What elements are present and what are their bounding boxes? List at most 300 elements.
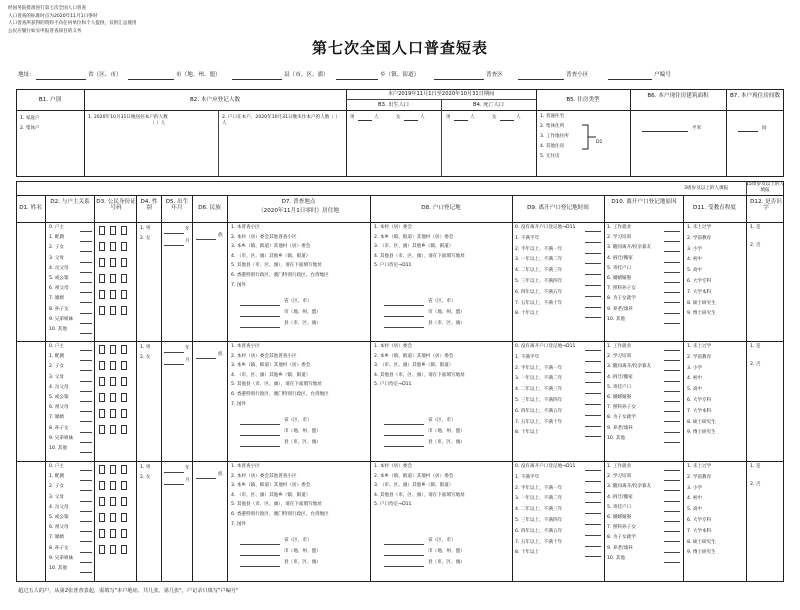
id-digit-box[interactable] [121,306,127,315]
leave-time-checkbox-line[interactable] [585,436,601,437]
relation-option[interactable]: 6. 祖父母 [49,286,69,292]
hukou-option[interactable]: 5. 户口待定→D11 [374,382,412,388]
leave-time-option[interactable]: 1. 不满半年 [515,235,540,241]
leave-time-option[interactable]: 6. 四年以上，不满五年 [515,408,563,414]
id-digit-box[interactable] [110,481,116,490]
leave-time-option[interactable]: 2. 半年以上，不满一年 [515,485,563,491]
leave-reason-option[interactable]: 4. 拆迁/搬家 [607,494,633,500]
id-digit-box[interactable] [110,409,116,418]
gender-option[interactable]: 2. 女 [140,355,151,360]
gender-option[interactable]: 2. 女 [140,236,151,241]
relation-checkbox-line[interactable] [80,562,92,563]
education-option[interactable]: 6. 大学专科 [687,279,712,284]
literacy-option[interactable]: 2. 否 [750,243,761,248]
id-digit-box[interactable] [99,345,105,354]
education-option[interactable]: 2. 学前教育 [687,474,712,480]
leave-reason-checkbox-line[interactable] [664,231,680,232]
id-digit-box[interactable] [110,258,116,267]
leave-reason-option[interactable]: 9. 养老/康养 [607,545,633,551]
education-option[interactable]: 2. 学前教育 [687,354,712,360]
gender-option[interactable]: 1. 男 [140,226,151,231]
id-digit-box[interactable] [110,290,116,299]
census-area-field[interactable] [434,79,484,80]
hukou-address-field[interactable] [384,424,424,425]
leave-time-option[interactable]: 4. 二年以上，不满三年 [515,387,563,393]
hukou-address-field[interactable] [384,435,424,436]
hukou-address-field[interactable] [384,327,424,328]
leave-reason-option[interactable]: 7. 照料孙子女 [607,405,636,411]
relation-option[interactable]: 0. 户主 [49,225,65,230]
ethnic-field[interactable] [196,239,216,240]
leave-reason-option[interactable]: 3. 随同离开/投亲靠友 [607,364,652,370]
education-option[interactable]: 6. 大学专科 [687,398,712,403]
ethnic-field[interactable] [196,478,216,479]
leave-reason-checkbox-line[interactable] [664,442,680,443]
id-digit-box[interactable] [121,409,127,418]
leave-time-checkbox-line[interactable] [585,502,601,503]
hukou-option[interactable]: 1. 本村（居）委会 [374,225,413,230]
id-digit-box[interactable] [121,497,127,506]
relation-checkbox-line[interactable] [80,442,92,443]
relation-option[interactable]: 4. 岳父母 [49,384,69,390]
relation-option[interactable]: 9. 兄弟姐妹 [49,555,74,561]
relation-option[interactable]: 1. 配偶 [49,235,65,241]
id-digit-box[interactable] [121,545,127,554]
hukou-option[interactable]: 3. （市、区、旗）其他乡（镇、街道） [374,244,454,250]
gender-option[interactable]: 1. 男 [140,465,151,470]
leave-time-option[interactable]: 4. 二年以上，不满三年 [515,268,563,274]
id-digit-box[interactable] [121,290,127,299]
id-digit-box[interactable] [99,545,105,554]
leave-time-checkbox-line[interactable] [585,415,601,416]
hukou-address-field[interactable] [384,566,424,567]
residence-address-field[interactable] [240,555,280,556]
education-option[interactable]: 9. 博士研究生 [687,311,716,317]
housing-type-option[interactable]: 4. 其他住房 [540,144,565,149]
id-digit-box[interactable] [110,513,116,522]
id-digit-box[interactable] [110,529,116,538]
leave-time-option[interactable]: 5. 三年以上，不满四年 [515,279,563,284]
leave-time-checkbox-line[interactable] [585,350,601,351]
id-digit-box[interactable] [110,545,116,554]
residence-option[interactable]: 2. 本村（居）委会其他普查小区 [231,353,297,359]
education-option[interactable]: 8. 硕士研究生 [687,539,716,545]
hukou-address-field[interactable] [384,446,424,447]
leave-time-checkbox-line[interactable] [585,253,601,254]
id-digit-box[interactable] [99,290,105,299]
leave-time-option[interactable]: 1. 不满半年 [515,474,540,480]
birth-year-field[interactable] [164,352,184,353]
hukou-address-field[interactable] [384,544,424,545]
gender-option[interactable]: 1. 男 [140,345,151,350]
relation-option[interactable]: 8. 孙子女 [49,425,69,431]
hukou-option[interactable]: 4. 其他县（市、区、旗），请在下面填写地址 [374,253,465,259]
id-digit-box[interactable] [99,497,105,506]
relation-checkbox-line[interactable] [80,241,92,242]
id-digit-box[interactable] [99,242,105,251]
leave-reason-option[interactable]: 2. 学习培训 [607,354,632,360]
id-digit-box[interactable] [99,226,105,235]
residence-option[interactable]: 7. 国外 [231,401,247,407]
residence-option[interactable]: 1. 本普查小区 [231,344,260,349]
id-digit-box[interactable] [99,393,105,402]
hukou-option[interactable]: 1. 本村（居）委会 [374,464,413,469]
housing-type-option[interactable]: 2. 集体住所 [540,124,565,129]
leave-time-option[interactable]: 7. 五年以上，不满十年 [515,300,563,306]
hukou-option[interactable]: 4. 其他县（市、区、旗），请在下面填写地址 [374,492,465,498]
leave-reason-checkbox-line[interactable] [664,282,680,283]
id-digit-box[interactable] [99,465,105,474]
gender-option[interactable]: 2. 女 [140,475,151,480]
leave-reason-option[interactable]: 1. 工作就业 [607,464,632,469]
leave-time-checkbox-line[interactable] [585,556,601,557]
leave-reason-option[interactable]: 1. 工作就业 [607,225,632,230]
leave-reason-option[interactable]: 9. 养老/康养 [607,306,633,312]
birth-month-field[interactable] [164,245,184,246]
leave-reason-option[interactable]: 6. 婚姻嫁娶 [607,395,632,400]
relation-checkbox-line[interactable] [80,521,92,522]
leave-time-checkbox-line[interactable] [585,285,601,286]
relation-checkbox-line[interactable] [80,552,92,553]
relation-checkbox-line[interactable] [80,421,92,422]
leave-time-option[interactable]: 8. 十年以上 [515,311,540,317]
relation-checkbox-line[interactable] [80,323,92,324]
residence-address-field[interactable] [240,446,280,447]
relation-checkbox-line[interactable] [80,501,92,502]
education-option[interactable]: 5. 高中 [687,268,703,274]
leave-time-option[interactable]: 8. 十年以上 [515,430,540,436]
relation-checkbox-line[interactable] [80,292,92,293]
relation-option[interactable]: 10. 其他 [49,566,67,571]
leave-reason-checkbox-line[interactable] [664,411,680,412]
id-digit-box[interactable] [99,361,105,370]
leave-reason-checkbox-line[interactable] [664,241,680,242]
relation-option[interactable]: 0. 户主 [49,344,65,349]
leave-time-option[interactable]: 2. 半年以上，不满一年 [515,365,563,371]
literacy-option[interactable]: 1. 是 [750,344,761,349]
leave-reason-checkbox-line[interactable] [664,521,680,522]
id-digit-box[interactable] [110,393,116,402]
relation-checkbox-line[interactable] [80,572,92,573]
relation-option[interactable]: 10. 其他 [49,327,67,332]
birth-year-field[interactable] [164,472,184,473]
relation-option[interactable]: 4. 岳父母 [49,504,69,510]
leave-reason-checkbox-line[interactable] [664,313,680,314]
leave-reason-option[interactable]: 8. 为子女就学 [607,415,636,421]
id-digit-box[interactable] [99,274,105,283]
leave-time-option[interactable]: 0. 没有离开户口登记地→D11 [515,225,576,230]
relation-checkbox-line[interactable] [80,411,92,412]
leave-reason-option[interactable]: 9. 养老/康养 [607,425,633,431]
leave-reason-checkbox-line[interactable] [664,370,680,371]
id-digit-box[interactable] [99,377,105,386]
leave-time-option[interactable]: 7. 五年以上，不满十年 [515,539,563,545]
residence-option[interactable]: 3. 本乡（镇、街道）其他村（居）委会 [231,483,311,489]
relation-checkbox-line[interactable] [80,302,92,303]
housing-type-option[interactable]: 5. 无住房 [540,154,560,159]
leave-time-checkbox-line[interactable] [585,361,601,362]
leave-reason-option[interactable]: 2. 学习培训 [607,474,632,480]
residence-option[interactable]: 1. 本普查小区 [231,464,260,469]
education-option[interactable]: 2. 学前教育 [687,235,712,241]
hukou-option[interactable]: 3. （市、区、旗）其他乡（镇、街道） [374,483,454,489]
residence-option[interactable]: 4. （市、区、旗）其他乡（镇、街道） [231,372,311,378]
leave-time-checkbox-line[interactable] [585,524,601,525]
leave-reason-checkbox-line[interactable] [664,292,680,293]
relation-checkbox-line[interactable] [80,401,92,402]
id-digit-box[interactable] [121,361,127,370]
relation-option[interactable]: 5. 或公婆 [49,276,69,281]
leave-time-checkbox-line[interactable] [585,274,601,275]
relation-checkbox-line[interactable] [80,333,92,334]
city-field[interactable] [128,79,174,80]
residence-option[interactable]: 5. 其他县（市、区、旗），请在下面填写地址 [231,502,322,508]
relation-option[interactable]: 3. 父母 [49,374,65,380]
residence-option[interactable]: 7. 国外 [231,521,247,527]
id-digit-box[interactable] [121,425,127,434]
leave-reason-option[interactable]: 5. 寄挂户口 [607,504,632,510]
leave-time-checkbox-line[interactable] [585,404,601,405]
leave-time-option[interactable]: 3. 一年以上，不满二年 [515,257,563,263]
residence-option[interactable]: 6. 香港特别行政区、澳门特别行政区、台湾地区 [231,512,329,517]
leave-time-checkbox-line[interactable] [585,535,601,536]
hukou-option[interactable]: 5. 户口待定→D11 [374,263,412,269]
leave-reason-option[interactable]: 10. 其他 [607,555,625,561]
residence-option[interactable]: 2. 本村（居）委会其他普查小区 [231,234,297,240]
id-digit-box[interactable] [110,361,116,370]
hukou-option[interactable]: 4. 其他县（市、区、旗），请在下面填写地址 [374,372,465,378]
id-digit-box[interactable] [121,513,127,522]
leave-reason-option[interactable]: 7. 照料孙子女 [607,525,636,531]
relation-checkbox-line[interactable] [80,231,92,232]
leave-reason-option[interactable]: 3. 随同离开/投亲靠友 [607,484,652,490]
relation-option[interactable]: 8. 孙子女 [49,306,69,312]
leave-reason-checkbox-line[interactable] [664,302,680,303]
leave-reason-option[interactable]: 4. 拆迁/搬家 [607,255,633,261]
id-digit-box[interactable] [110,274,116,283]
id-digit-box[interactable] [121,345,127,354]
birth-month-field[interactable] [164,364,184,365]
education-option[interactable]: 1. 未上过学 [687,344,712,349]
leave-reason-checkbox-line[interactable] [664,391,680,392]
deaths-female-field[interactable] [500,120,514,121]
leave-reason-checkbox-line[interactable] [664,541,680,542]
id-digit-box[interactable] [121,377,127,386]
hukou-option[interactable]: 2. 本乡（镇、街道）其他村（居）委会 [374,234,454,240]
relation-option[interactable]: 2. 子女 [49,364,65,370]
id-digit-box[interactable] [99,425,105,434]
leave-time-checkbox-line[interactable] [585,470,601,471]
leave-reason-option[interactable]: 5. 寄挂户口 [607,384,632,390]
id-digit-box[interactable] [110,465,116,474]
leave-reason-option[interactable]: 6. 婚姻嫁娶 [607,515,632,520]
leave-reason-checkbox-line[interactable] [664,401,680,402]
residence-address-field[interactable] [240,327,280,328]
relation-checkbox-line[interactable] [80,452,92,453]
birth-month-field[interactable] [164,484,184,485]
leave-time-checkbox-line[interactable] [585,242,601,243]
relation-checkbox-line[interactable] [80,391,92,392]
leave-reason-option[interactable]: 8. 为子女就学 [607,296,636,302]
relation-checkbox-line[interactable] [80,370,92,371]
relation-option[interactable]: 2. 子女 [49,245,65,251]
relation-checkbox-line[interactable] [80,432,92,433]
relation-option[interactable]: 6. 祖父母 [49,405,69,411]
id-digit-box[interactable] [110,377,116,386]
hukou-option[interactable]: 1. 本村（居）委会 [374,344,413,349]
id-digit-box[interactable] [99,409,105,418]
room-count-field[interactable] [738,131,758,132]
leave-reason-option[interactable]: 10. 其他 [607,435,625,441]
leave-reason-option[interactable]: 5. 寄挂户口 [607,265,632,271]
leave-reason-checkbox-line[interactable] [664,421,680,422]
leave-time-checkbox-line[interactable] [585,263,601,264]
id-digit-box[interactable] [110,497,116,506]
leave-reason-checkbox-line[interactable] [664,511,680,512]
leave-reason-option[interactable]: 10. 其他 [607,316,625,322]
leave-reason-checkbox-line[interactable] [664,251,680,252]
leave-time-option[interactable]: 0. 没有离开户口登记地→D11 [515,344,576,349]
b2-absent-text[interactable]: 2. 户口在本户，2020年10月31日晚未住本户的人数（ ）人 [222,115,340,126]
residence-option[interactable]: 6. 香港特别行政区、澳门特别行政区、台湾地区 [231,392,329,397]
relation-checkbox-line[interactable] [80,251,92,252]
education-option[interactable]: 7. 大学本科 [687,289,712,295]
id-digit-box[interactable] [110,242,116,251]
relation-checkbox-line[interactable] [80,511,92,512]
literacy-option[interactable]: 1. 是 [750,464,761,469]
education-option[interactable]: 1. 未上过学 [687,225,712,230]
id-digit-box[interactable] [99,481,105,490]
deaths-male-field[interactable] [454,120,468,121]
residence-option[interactable]: 4. （市、区、旗）其他乡（镇、街道） [231,253,311,259]
leave-time-checkbox-line[interactable] [585,481,601,482]
id-digit-box[interactable] [121,258,127,267]
leave-time-option[interactable]: 6. 四年以上，不满五年 [515,528,563,534]
leave-time-checkbox-line[interactable] [585,307,601,308]
leave-time-option[interactable]: 0. 没有离开户口登记地→D11 [515,464,576,469]
leave-time-checkbox-line[interactable] [585,546,601,547]
leave-time-option[interactable]: 5. 三年以上，不满四年 [515,518,563,523]
leave-reason-checkbox-line[interactable] [664,360,680,361]
leave-reason-checkbox-line[interactable] [664,272,680,273]
relation-checkbox-line[interactable] [80,490,92,491]
leave-time-checkbox-line[interactable] [585,393,601,394]
education-option[interactable]: 3. 小学 [687,365,703,371]
births-male-field[interactable] [358,120,372,121]
residence-option[interactable]: 7. 国外 [231,282,247,288]
relation-option[interactable]: 3. 父母 [49,255,65,261]
residence-option[interactable]: 6. 香港特别行政区、澳门特别行政区、台湾地区 [231,273,329,278]
relation-option[interactable]: 9. 兄弟姐妹 [49,316,74,322]
province-field[interactable] [36,79,86,80]
leave-reason-option[interactable]: 8. 为子女就学 [607,535,636,541]
id-digit-box[interactable] [121,274,127,283]
id-digit-box[interactable] [121,242,127,251]
education-option[interactable]: 7. 大学本科 [687,408,712,414]
relation-checkbox-line[interactable] [80,381,92,382]
id-digit-box[interactable] [110,306,116,315]
leave-time-option[interactable]: 7. 五年以上，不满十年 [515,419,563,425]
relation-option[interactable]: 3. 父母 [49,494,65,500]
hukou-address-field[interactable] [384,555,424,556]
education-option[interactable]: 1. 未上过学 [687,464,712,469]
leave-reason-checkbox-line[interactable] [664,490,680,491]
leave-time-option[interactable]: 6. 四年以上，不满五年 [515,289,563,295]
ethnic-field[interactable] [196,358,216,359]
education-option[interactable]: 6. 大学专科 [687,518,712,523]
leave-time-checkbox-line[interactable] [585,492,601,493]
id-digit-box[interactable] [110,345,116,354]
leave-reason-checkbox-line[interactable] [664,501,680,502]
literacy-option[interactable]: 2. 否 [750,482,761,487]
id-digit-box[interactable] [121,529,127,538]
housing-type-option[interactable]: 1. 普通住宅 [540,114,565,119]
leave-time-checkbox-line[interactable] [585,296,601,297]
relation-option[interactable]: 1. 配偶 [49,354,65,360]
education-option[interactable]: 9. 博士研究生 [687,550,716,556]
relation-checkbox-line[interactable] [80,313,92,314]
housing-area-field[interactable] [642,131,688,132]
relation-option[interactable]: 7. 媳婿 [49,415,65,421]
residence-address-field[interactable] [240,544,280,545]
education-option[interactable]: 8. 硕士研究生 [687,419,716,425]
leave-time-option[interactable]: 3. 一年以上，不满二年 [515,496,563,502]
county-field[interactable] [232,79,282,80]
township-field[interactable] [336,79,378,80]
housing-type-option[interactable]: 3. 工作地住所 [540,134,569,139]
leave-reason-checkbox-line[interactable] [664,480,680,481]
education-option[interactable]: 7. 大学本科 [687,528,712,534]
residence-address-field[interactable] [240,305,280,306]
relation-option[interactable]: 9. 兄弟姐妹 [49,435,74,441]
leave-reason-option[interactable]: 4. 拆迁/搬家 [607,374,633,380]
leave-reason-option[interactable]: 6. 婚姻嫁娶 [607,276,632,281]
leave-reason-option[interactable]: 2. 学习培训 [607,235,632,241]
hukou-option[interactable]: 2. 本乡（镇、街道）其他村（居）委会 [374,473,454,479]
census-subarea-field[interactable] [518,79,564,80]
education-option[interactable]: 5. 高中 [687,387,703,393]
leave-time-checkbox-line[interactable] [585,513,601,514]
leave-time-checkbox-line[interactable] [585,382,601,383]
relation-checkbox-line[interactable] [80,262,92,263]
id-digit-box[interactable] [99,306,105,315]
leave-reason-checkbox-line[interactable] [664,262,680,263]
residence-address-field[interactable] [240,424,280,425]
leave-reason-option[interactable]: 7. 照料孙子女 [607,286,636,292]
leave-reason-checkbox-line[interactable] [664,562,680,563]
relation-checkbox-line[interactable] [80,272,92,273]
id-digit-box[interactable] [110,425,116,434]
leave-reason-checkbox-line[interactable] [664,350,680,351]
leave-reason-checkbox-line[interactable] [664,381,680,382]
residence-option[interactable]: 3. 本乡（镇、街道）其他村（居）委会 [231,244,311,250]
id-digit-box[interactable] [110,226,116,235]
leave-time-option[interactable]: 8. 十年以上 [515,550,540,556]
residence-option[interactable]: 5. 其他县（市、区、旗），请在下面填写地址 [231,382,322,388]
relation-option[interactable]: 10. 其他 [49,446,67,451]
leave-time-option[interactable]: 3. 一年以上，不满二年 [515,376,563,382]
leave-time-option[interactable]: 2. 半年以上，不满一年 [515,246,563,252]
leave-reason-checkbox-line[interactable] [664,432,680,433]
hukou-option[interactable]: 2. 本乡（镇、街道）其他村（居）委会 [374,353,454,359]
household-type-collective[interactable]: 2. 集体户 [20,126,40,131]
leave-time-checkbox-line[interactable] [585,426,601,427]
b2-residents-count[interactable]: （ ）人 [150,121,166,126]
hukou-option[interactable]: 5. 户口待定→D11 [374,502,412,508]
leave-time-option[interactable]: 1. 不满半年 [515,354,540,360]
relation-checkbox-line[interactable] [80,531,92,532]
births-female-field[interactable] [404,120,418,121]
